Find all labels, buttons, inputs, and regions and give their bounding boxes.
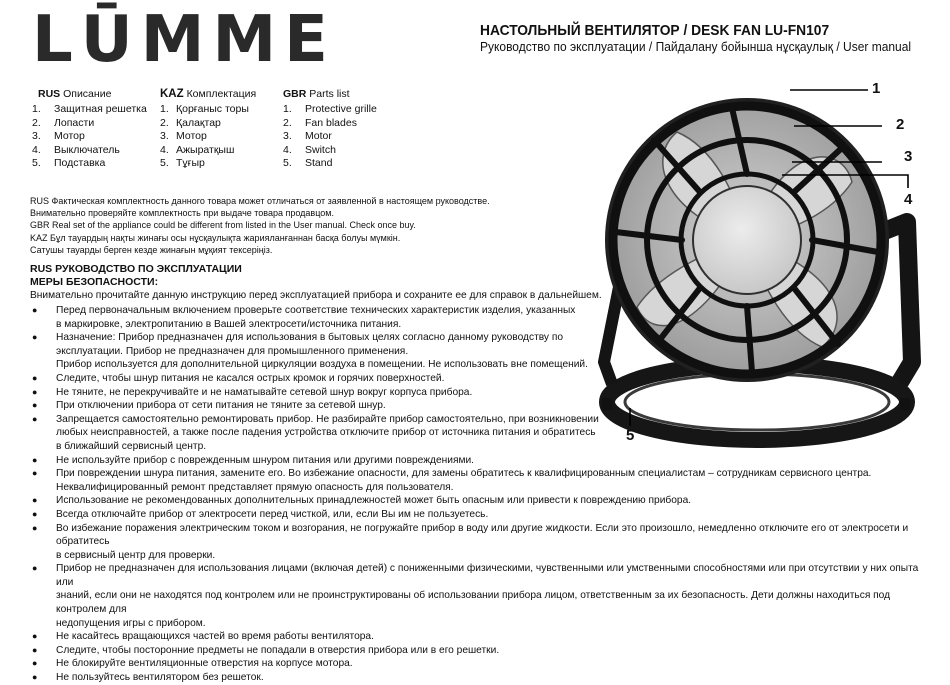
bullet-text: Всегда отключайте прибор от электросети перед чисткой, или, если Вы им не пользуетесь. bbox=[56, 508, 489, 520]
bullet-icon: ● bbox=[32, 522, 38, 533]
item-label: Stand bbox=[305, 157, 333, 170]
item-label: Protective grille bbox=[305, 103, 377, 116]
list-item bbox=[30, 657, 930, 671]
list-item bbox=[30, 644, 930, 658]
parts-list-rus bbox=[32, 88, 147, 170]
bullet-icon: ● bbox=[32, 332, 38, 343]
section-subtitle: МЕРЫ БЕЗОПАСНОСТИ: bbox=[30, 276, 159, 288]
callout-3: 3 bbox=[904, 148, 913, 165]
bullet-text: Прибор не предназначен для использования лицами (включая детей) с пониженными физическими, чувственными или умственными способностями или при отсутствии у них опыта или знаний, если они не находятся под контролем или не проинструктированы об использовании прибора лицом, ответственным за их безопасность. Дети должны находиться под контролем для недопущения игры с прибором. bbox=[56, 563, 919, 629]
list-item bbox=[160, 130, 256, 143]
item-number: 5. bbox=[283, 157, 292, 170]
bullet-icon: ● bbox=[32, 563, 38, 574]
note-line: RUS Фактическая комплектность данного товара может отличаться от заявленной в настоящем руководстве. bbox=[30, 196, 490, 206]
bullet-text: Следите, чтобы шнур питания не касался острых кромок и горячих поверхностей. bbox=[56, 372, 445, 384]
list-item bbox=[30, 562, 930, 630]
item-number: 2. bbox=[160, 116, 169, 129]
item-number: 2. bbox=[283, 116, 292, 129]
heading-text: Комплектация bbox=[186, 88, 257, 100]
list-item bbox=[160, 144, 256, 157]
bullet-text: Во избежание поражения электрическим током и возгорания, не погружайте прибор в воду или другие жидкости. Если это произошло, немедленно отключите его от электросети и обратитесь в сервисный центр для проверки. bbox=[56, 522, 909, 561]
item-label: Қалақтар bbox=[176, 116, 221, 129]
bullet-icon: ● bbox=[32, 658, 38, 669]
bullet-text: Перед первоначальным включением проверьте соответствие технических характеристик изделия, указанных в маркировке, электропитанию в Вашей электросети/источника питания. bbox=[56, 305, 576, 330]
item-label: Подставка bbox=[54, 157, 106, 170]
heading-text: Parts list bbox=[309, 88, 350, 100]
item-label: Защитная решетка bbox=[54, 103, 147, 116]
bullet-text: При повреждении шнура питания, замените его. Во избежание опасности, для замены обратитесь к квалифицированным специалистам – сотрудникам сервисного центра. Неквалифицированный ремонт представляет прямую опасность для пользователя. bbox=[56, 468, 872, 493]
bullet-icon: ● bbox=[32, 495, 38, 506]
callout-5: 5 bbox=[626, 427, 635, 444]
list-item bbox=[32, 157, 147, 170]
bullet-text: Не блокируйте вентиляционные отверстия на корпусе мотора. bbox=[56, 658, 353, 670]
item-label: Выключатель bbox=[54, 143, 120, 156]
bullet-icon: ● bbox=[32, 631, 38, 642]
list-item bbox=[30, 522, 930, 563]
section-title: RUS РУКОВОДСТВО ПО ЭКСПЛУАТАЦИИ bbox=[30, 263, 242, 275]
desk-fan-illustration bbox=[582, 62, 932, 454]
callout-2: 2 bbox=[896, 116, 905, 133]
item-number: 5. bbox=[160, 157, 169, 170]
bullet-text: Не тяните, не перекручивайте и не наматывайте сетевой шнур вокруг корпуса прибора. bbox=[56, 386, 473, 398]
list-item bbox=[32, 130, 147, 143]
list-item bbox=[283, 144, 377, 157]
item-number: 5. bbox=[32, 157, 41, 170]
parts-list-gbr bbox=[283, 88, 377, 170]
bullet-text: Использование не рекомендованных дополнительных принадлежностей может быть опасным или привести к повреждению прибора. bbox=[56, 495, 692, 507]
bullet-text: Назначение: Прибор предназначен для использования в бытовых целях согласно данному руководству по эксплуатации. Прибор не предназначен для промышленного применения. Прибор используется для дополнительной циркуляции воздуха в помещении. Не использовать вне помещений. bbox=[56, 332, 588, 371]
item-label: Тұғыр bbox=[176, 157, 205, 170]
list-item bbox=[160, 117, 256, 130]
bullet-text: Следите, чтобы посторонние предметы не попадали в отверстия прибора или в его решетки. bbox=[56, 644, 500, 656]
bullet-text: Не пользуйтесь вентилятором без решеток. bbox=[56, 672, 264, 684]
item-label: Switch bbox=[305, 143, 336, 156]
list-item bbox=[30, 671, 930, 685]
bullet-icon: ● bbox=[32, 372, 38, 383]
item-label: Мотор bbox=[176, 130, 207, 143]
bullet-text: Не используйте прибор с поврежденным шнуром питания или другими повреждениями. bbox=[56, 454, 474, 466]
bullet-icon: ● bbox=[32, 508, 38, 519]
bullet-icon: ● bbox=[32, 386, 38, 397]
bullet-text: Запрещается самостоятельно ремонтировать прибор. Не разбирайте прибор самостоятельно, при возникновении любых неисправностей, а также после падения устройства отключите прибор от источника питания и обратитесь в ближайший сервисный центр. bbox=[56, 413, 599, 452]
item-label: Motor bbox=[305, 130, 332, 143]
list-item bbox=[160, 103, 256, 116]
list-item bbox=[283, 157, 377, 170]
bullet-icon: ● bbox=[32, 400, 38, 411]
bullet-icon: ● bbox=[32, 644, 38, 655]
item-number: 2. bbox=[32, 116, 41, 129]
document-subtitle: Руководство по эксплуатации / Пайдалану бойынша нұсқаулық / User manual bbox=[480, 40, 912, 54]
bullet-text: Не касайтесь вращающихся частей во время работы вентилятора. bbox=[56, 631, 374, 643]
parts-heading-rus bbox=[32, 88, 147, 101]
item-label: Мотор bbox=[54, 130, 85, 143]
note-line: GBR Real set of the appliance could be different from listed in the User manual. Check once buy. bbox=[30, 220, 416, 231]
item-label: Қорғаныс торы bbox=[176, 103, 249, 116]
item-label: Fan blades bbox=[305, 116, 357, 129]
note-line: KAZ Бұл тауардың нақты жинағы осы нұсқаулықта жарияланғаннан басқа болуы мүмкін. bbox=[30, 232, 401, 243]
list-item bbox=[30, 508, 930, 522]
completeness-notes bbox=[30, 195, 490, 256]
item-number: 4. bbox=[283, 143, 292, 156]
item-number: 1. bbox=[32, 103, 41, 116]
item-number: 3. bbox=[160, 130, 169, 143]
callout-1: 1 bbox=[872, 80, 881, 97]
list-item bbox=[30, 454, 930, 468]
bullet-icon: ● bbox=[32, 672, 38, 683]
bullet-text: При отключении прибора от сети питания не тяните за сетевой шнур. bbox=[56, 400, 386, 412]
lang-code: KAZ bbox=[160, 88, 184, 100]
note-line: Внимательно проверяйте комплектность при выдаче товара продавцом. bbox=[30, 208, 334, 219]
callout-4: 4 bbox=[904, 191, 913, 208]
parts-heading-gbr bbox=[283, 88, 377, 101]
intro-text: Внимательно прочитайте данную инструкцию перед эксплуатацией прибора и сохраните ее для справок в дальнейшем. bbox=[30, 290, 602, 301]
note-line: Сатушы тауарды берген кезде жинағын мұқият тексеріңіз. bbox=[30, 244, 273, 255]
item-number: 1. bbox=[283, 103, 292, 116]
item-number: 4. bbox=[32, 143, 41, 156]
list-item bbox=[32, 144, 147, 157]
list-item bbox=[283, 103, 377, 116]
brand-logo: LŪMME bbox=[32, 3, 336, 77]
list-item bbox=[32, 117, 147, 130]
document-title: НАСТОЛЬНЫЙ ВЕНТИЛЯТОР / DESK FAN LU-FN107 bbox=[480, 22, 830, 39]
list-item bbox=[283, 130, 377, 143]
item-number: 3. bbox=[32, 130, 41, 143]
heading-text: Описание bbox=[63, 88, 112, 100]
item-number: 3. bbox=[283, 130, 292, 143]
list-item bbox=[30, 630, 930, 644]
safety-section-heading bbox=[30, 263, 242, 289]
parts-heading-kaz bbox=[160, 88, 256, 101]
list-item bbox=[32, 103, 147, 116]
lang-code: RUS bbox=[38, 88, 61, 100]
lang-code: GBR bbox=[283, 88, 307, 100]
item-number: 4. bbox=[160, 143, 169, 156]
bullet-icon: ● bbox=[32, 454, 38, 465]
bullet-icon: ● bbox=[32, 413, 38, 424]
parts-list-kaz bbox=[160, 88, 256, 170]
bullet-icon: ● bbox=[32, 468, 38, 479]
list-item bbox=[160, 157, 256, 170]
list-item bbox=[283, 117, 377, 130]
list-item bbox=[30, 494, 930, 508]
item-label: Лопасти bbox=[54, 116, 95, 129]
bullet-icon: ● bbox=[32, 305, 38, 315]
item-label: Ажыратқыш bbox=[176, 143, 235, 156]
list-item bbox=[30, 467, 930, 494]
item-number: 1. bbox=[160, 103, 169, 116]
